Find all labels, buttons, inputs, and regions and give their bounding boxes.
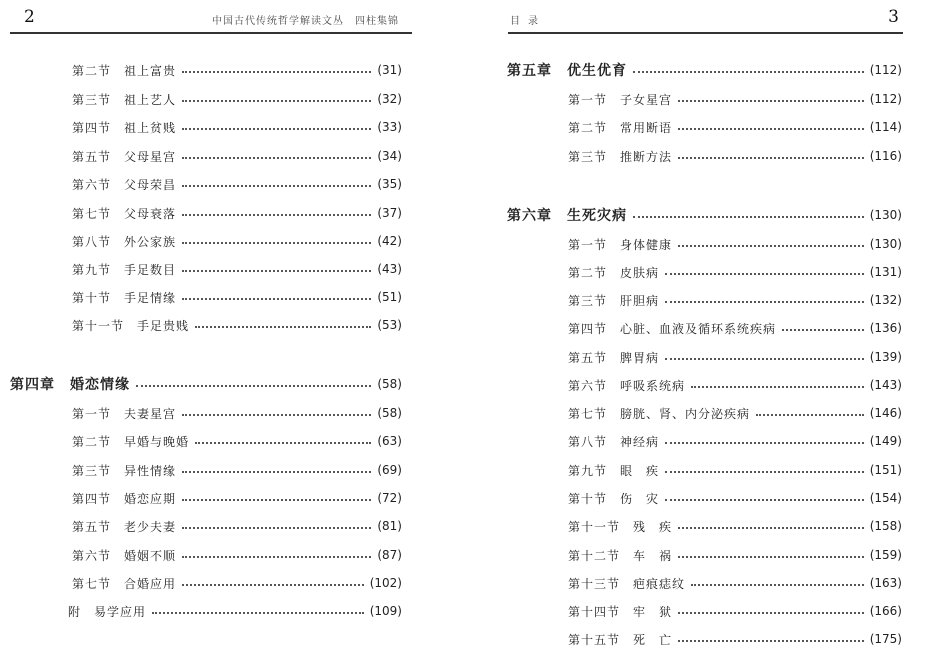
- toc-entry[interactable]: [72, 119, 402, 135]
- toc-entry[interactable]: [568, 148, 902, 164]
- entry-title: 第六节 呼吸系统病: [568, 378, 686, 393]
- entry-page: (72): [377, 491, 402, 505]
- entry-title: 第三节 祖上艺人: [72, 92, 177, 107]
- entry-title: 第二节 常用断语: [568, 120, 673, 135]
- entry-title: 第五节 脾胃病: [568, 350, 660, 365]
- leader-dots: [782, 329, 864, 331]
- entry-title: 第四节 心脏、血液及循环系统疾病: [568, 321, 777, 336]
- entry-title: 第二节 早婚与晚婚: [72, 434, 190, 449]
- toc-entry[interactable]: [72, 233, 402, 249]
- entry-page: (146): [869, 406, 902, 420]
- entry-title: 第一节 子女星宫: [568, 92, 673, 107]
- entry-page: (130): [869, 237, 902, 251]
- leader-dots: [665, 301, 864, 303]
- leader-dots: [691, 584, 864, 586]
- leader-dots: [182, 471, 371, 473]
- toc-entry[interactable]: [72, 62, 402, 78]
- entry-page: (42): [377, 234, 402, 248]
- entry-title: 第十四节 牢 狱: [568, 604, 673, 619]
- entry-page: (34): [377, 149, 402, 163]
- entry-title: 附 易学应用: [68, 604, 147, 619]
- entry-page: (132): [869, 293, 902, 307]
- leader-dots: [678, 556, 864, 558]
- leader-dots: [678, 612, 864, 614]
- entry-title: 第十一节 手足贵贱: [72, 318, 190, 333]
- toc-entry[interactable]: [72, 490, 402, 506]
- entry-title: 第一节 夫妻星宫: [72, 406, 177, 421]
- leader-dots: [756, 414, 864, 416]
- toc-entry[interactable]: [568, 575, 902, 591]
- entry-title: 第十三节 疤痕痣纹: [568, 576, 686, 591]
- entry-page: (159): [869, 548, 902, 562]
- entry-page: (163): [869, 576, 902, 590]
- right-page: [500, 0, 939, 662]
- chapter-title: 第四章 婚恋情缘: [10, 377, 130, 393]
- toc-entry[interactable]: [72, 205, 402, 221]
- entry-title: 第一节 身体健康: [568, 237, 673, 252]
- running-header: 中国古代传统哲学解读文丛 四柱集锦: [212, 16, 399, 27]
- entry-page: (32): [377, 92, 402, 106]
- entry-page: (31): [377, 63, 402, 77]
- toc-entry[interactable]: [568, 91, 902, 107]
- entry-title: 第六节 婚姻不顺: [72, 548, 177, 563]
- leader-dots: [678, 128, 864, 130]
- toc-entry[interactable]: [72, 405, 402, 421]
- leader-dots: [665, 499, 864, 501]
- toc-entry[interactable]: [568, 490, 902, 506]
- entry-title: 第二节 祖上富贵: [72, 63, 177, 78]
- entry-page: (112): [869, 92, 902, 106]
- entry-page: (109): [369, 604, 402, 618]
- entry-page: (151): [869, 463, 902, 477]
- leader-dots: [182, 414, 371, 416]
- page-number: 3: [888, 7, 899, 27]
- leader-dots: [665, 273, 864, 275]
- leader-dots: [182, 242, 371, 244]
- leader-dots: [136, 385, 371, 387]
- entry-page: (37): [377, 206, 402, 220]
- leader-dots: [182, 157, 371, 159]
- toc-entry[interactable]: [72, 575, 402, 591]
- toc-entry[interactable]: [568, 405, 902, 421]
- entry-title: 第十五节 死 亡: [568, 632, 673, 647]
- entry-title: 第四节 祖上贫贱: [72, 120, 177, 135]
- leader-dots: [678, 100, 864, 102]
- toc-entry[interactable]: [568, 603, 902, 619]
- entry-title: 第七节 父母衰落: [72, 206, 177, 221]
- toc-entry[interactable]: [72, 176, 402, 192]
- entry-page: (149): [869, 434, 902, 448]
- entry-page: (53): [377, 318, 402, 332]
- entry-title: 第十二节 车 祸: [568, 548, 673, 563]
- entry-title: 第十一节 残 疾: [568, 519, 673, 534]
- toc-entry[interactable]: [72, 91, 402, 107]
- toc-entry[interactable]: [568, 320, 902, 336]
- entry-page: (51): [377, 290, 402, 304]
- leader-dots: [665, 442, 864, 444]
- leader-dots: [678, 245, 864, 247]
- toc-entry[interactable]: [568, 264, 902, 280]
- entry-page: (130): [869, 208, 902, 222]
- leader-dots: [633, 71, 864, 73]
- entry-page: (158): [869, 519, 902, 533]
- entry-page: (112): [869, 63, 902, 77]
- entry-page: (175): [869, 632, 902, 646]
- entry-page: (58): [377, 377, 402, 391]
- toc-chapter[interactable]: [507, 207, 902, 223]
- entry-page: (166): [869, 604, 902, 618]
- leader-dots: [182, 527, 371, 529]
- running-header: 目录: [510, 16, 546, 27]
- toc-entry[interactable]: [568, 236, 902, 252]
- leader-dots: [678, 640, 864, 642]
- leader-dots: [182, 556, 371, 558]
- entry-page: (33): [377, 120, 402, 134]
- left-page-header: [0, 4, 420, 32]
- toc-entry[interactable]: [72, 547, 402, 563]
- entry-title: 第七节 膀胱、肾、内分泌疾病: [568, 406, 751, 421]
- toc-entry[interactable]: [568, 547, 902, 563]
- leader-dots: [182, 584, 364, 586]
- entry-page: (43): [377, 262, 402, 276]
- leader-dots: [665, 358, 864, 360]
- toc-entry[interactable]: [568, 462, 902, 478]
- entry-title: 第八节 神经病: [568, 434, 660, 449]
- leader-dots: [678, 157, 864, 159]
- toc-chapter[interactable]: [507, 62, 902, 78]
- toc-entry[interactable]: [568, 349, 902, 365]
- toc-entry[interactable]: [72, 148, 402, 164]
- leader-dots: [182, 270, 371, 272]
- entry-title: 第三节 异性情缘: [72, 463, 177, 478]
- leader-dots: [691, 386, 864, 388]
- leader-dots: [665, 471, 864, 473]
- leader-dots: [182, 71, 371, 73]
- leader-dots: [182, 128, 371, 130]
- entry-page: (63): [377, 434, 402, 448]
- leader-dots: [182, 185, 371, 187]
- leader-dots: [633, 216, 864, 218]
- entry-page: (136): [869, 321, 902, 335]
- toc-appendix[interactable]: [68, 603, 402, 619]
- leader-dots: [152, 612, 364, 614]
- header-rule: [10, 32, 412, 34]
- entry-title: 第九节 手足数目: [72, 262, 177, 277]
- entry-page: (35): [377, 177, 402, 191]
- entry-title: 第六节 父母荣昌: [72, 177, 177, 192]
- entry-page: (114): [869, 120, 902, 134]
- entry-title: 第八节 外公家族: [72, 234, 177, 249]
- entry-title: 第九节 眼 疾: [568, 463, 660, 478]
- entry-title: 第十节 手足情缘: [72, 290, 177, 305]
- toc-entry[interactable]: [72, 518, 402, 534]
- right-page-header: [500, 4, 939, 32]
- toc-entry[interactable]: [568, 518, 902, 534]
- entry-page: (154): [869, 491, 902, 505]
- entry-title: 第十节 伤 灾: [568, 491, 660, 506]
- entry-page: (69): [377, 463, 402, 477]
- toc-entry[interactable]: [568, 433, 902, 449]
- leader-dots: [182, 298, 371, 300]
- entry-title: 第三节 肝胆病: [568, 293, 660, 308]
- header-rule: [508, 32, 903, 34]
- leader-dots: [182, 214, 371, 216]
- leader-dots: [195, 442, 371, 444]
- entry-page: (143): [869, 378, 902, 392]
- entry-title: 第五节 父母星宫: [72, 149, 177, 164]
- toc-entry[interactable]: [72, 433, 402, 449]
- entry-page: (139): [869, 350, 902, 364]
- entry-page: (58): [377, 406, 402, 420]
- entry-title: 第四节 婚恋应期: [72, 491, 177, 506]
- left-page: [0, 0, 420, 662]
- entry-title: 第二节 皮肤病: [568, 265, 660, 280]
- toc-entry[interactable]: [72, 261, 402, 277]
- chapter-title: 第六章 生死灾病: [507, 208, 627, 224]
- page-number: 2: [24, 7, 35, 27]
- entry-page: (81): [377, 519, 402, 533]
- leader-dots: [678, 527, 864, 529]
- toc-entry[interactable]: [568, 292, 902, 308]
- leader-dots: [182, 499, 371, 501]
- leader-dots: [182, 100, 371, 102]
- entry-title: 第七节 合婚应用: [72, 576, 177, 591]
- entry-page: (116): [869, 149, 902, 163]
- leader-dots: [195, 326, 371, 328]
- toc-entry[interactable]: [72, 462, 402, 478]
- toc-entry[interactable]: [568, 377, 902, 393]
- toc-entry[interactable]: [568, 119, 902, 135]
- entry-page: (87): [377, 548, 402, 562]
- toc-entry[interactable]: [72, 317, 402, 333]
- entry-page: (102): [369, 576, 402, 590]
- entry-title: 第三节 推断方法: [568, 149, 673, 164]
- toc-chapter[interactable]: [10, 376, 402, 392]
- toc-entry[interactable]: [568, 631, 902, 647]
- entry-page: (131): [869, 265, 902, 279]
- toc-entry[interactable]: [72, 289, 402, 305]
- chapter-title: 第五章 优生优育: [507, 63, 627, 79]
- entry-title: 第五节 老少夫妻: [72, 519, 177, 534]
